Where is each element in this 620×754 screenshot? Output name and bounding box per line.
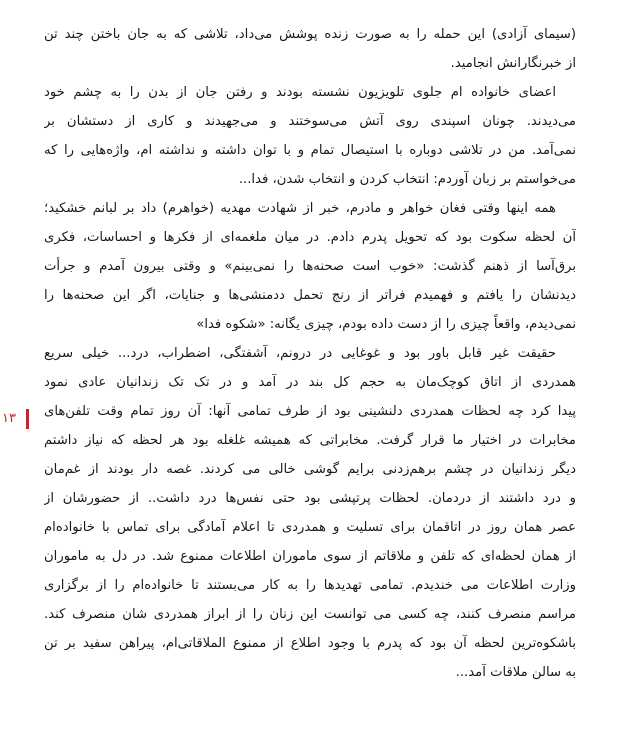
text-line: حقیقت غیر قابل باور بود و غوغایی در درونم، آشفتگی، اضطراب، درد... خیلی سریع [44,346,556,361]
paragraph-4 [44,339,576,687]
page-number-bar [26,409,29,429]
page-number-marker [0,408,40,430]
text-line: می‌دیدند. چونان اسپندی روی آتش می‌سوختند و می‌جهیدند و کاری از دستشان بر [44,114,576,129]
text-line: از خبرنگارانش انجامید. [450,56,576,71]
text-line: (سیمای آزادی) این حمله را به صورت زنده پوشش می‌داد، تلاشی که به جان باختن چند تن [44,27,576,42]
text-line: برق‌آسا از ذهنم گذشت: «خوب است صحنه‌ها را نمی‌بینم» و وقتی بیرون آمدم و جرأت [44,259,576,274]
paragraph-2 [44,78,576,194]
text-line: از همان لحظه‌ای که تلفن و ملاقاتم از سوی ماموران اطلاعات ممنوع شد. در دل به ماموران [44,549,576,564]
text-line: همدردی از اتاق کوچک‌مان به حجم کل بند در آمد و در تک تک زندانیان عادی نمود [44,375,576,390]
text-line: وزارت اطلاعات می خندیدم. تمامی تهدیدها را به کار می‌بستند تا خانواده‌ام را از برگزاری [44,578,576,593]
text-line: اعضای خانواده ام جلوی تلویزیون نشسته بودند و رفتن جان از بدن را به چشم خود [44,85,556,100]
text-line: نمی‌دیدم، واقعاً چیزی را از دست داده بودم، چیزی یگانه: «شکوه فدا» [196,317,576,332]
text-line: و درد داشتند از دردمان. لحظات پرتپشی بود حتی نفس‌ها درد داشت.. از حضورشان از [44,491,576,506]
text-line: می‌خواستم بر زبان آوردم: انتخاب کردن و انتخاب شدن، فدا... [238,172,576,187]
paragraph-1 [44,20,576,78]
text-line: مراسم منصرف کنند، چه کسی می توانست این زنان را از ابراز همدردی شان منصرف کند. [44,607,576,622]
text-line: دیدنشان را یافتم و فهمیدم فراتر از رنج تحمل ددمنشی‌ها و جنایات، اگر این صحنه‌ها را [44,288,576,303]
text-line: باشکوه‌ترین لحظه آن بود که پدرم با وجود اطلاع از ممنوع الملاقاتی‌ام، پیراهن سفید بر تن [44,636,576,651]
text-line: نمی‌آمد. من در تلاشی دوباره با استیصال تمام و با توان داشته و نداشته ام، واژه‌هایی را که [44,143,576,158]
text-line: همه اینها وقتی فغان خواهر و مادرم، خبر از شهادت مهدیه (خواهرم) داد بر لبانم خشکید؛ [44,201,556,216]
text-line: پیدا کرد چه لحظات همدردی دلنشینی بود از طرف تمامی آنها: آن روز تمام وقت تلفن‌های [44,404,576,419]
page-number: ۱۳ [2,411,16,426]
book-page-body [44,20,576,750]
text-line: آن لحظه سکوت بود که تحویل پدرم دادم. در میان ملغمه‌ای از فکرها و احساسات، فکری [44,230,576,245]
text-line: به سالن ملاقات آمد... [455,665,576,680]
text-line: مخابرات در اختیار ما قرار گرفت. مخابراتی که همیشه غلغله بود هر لحظه که نیاز داشتم [44,433,576,448]
text-line: دیگر زندانیان در چشم برهم‌زدنی برایم گوشی خالی می کردند. غصه دار بودند از غم‌مان [44,462,576,477]
paragraph-3 [44,194,576,339]
text-line: عصر همان روز در اتاقمان برای تسلیت و همدردی تا اعلام آمادگی برای تماس با خانواده‌ام [44,520,576,535]
